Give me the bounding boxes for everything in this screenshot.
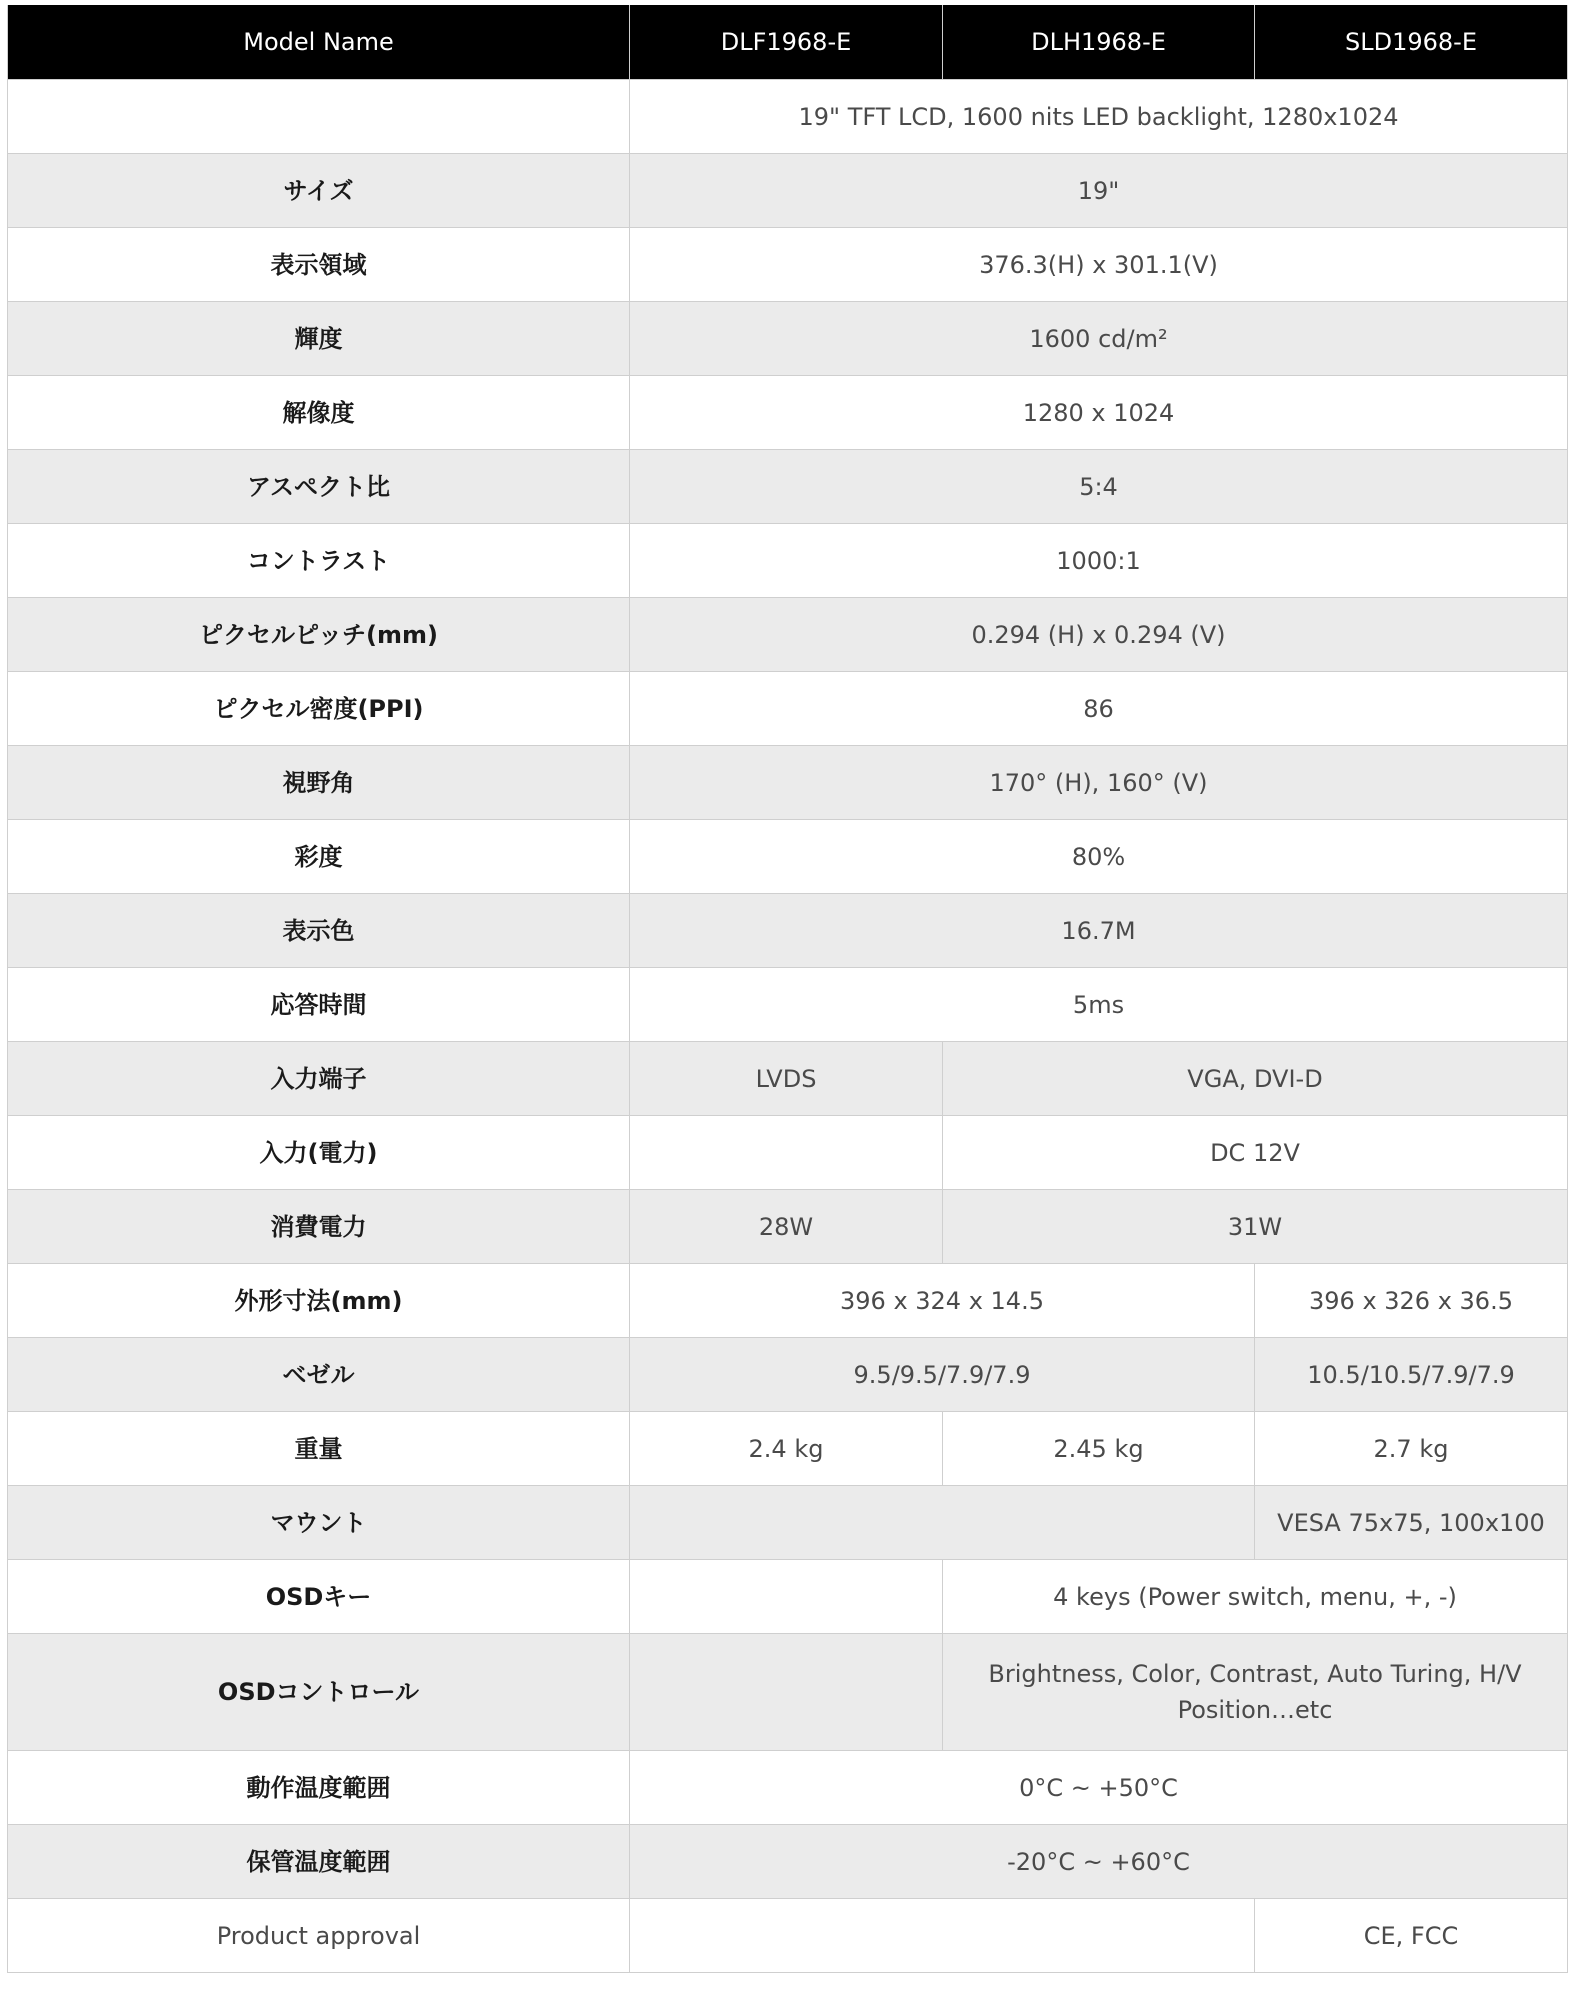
ppi-value: 86 — [630, 672, 1568, 746]
pixel-pitch-label: ピクセルピッチ(mm) — [8, 598, 630, 672]
operating-temp-value: 0°C ~ +50°C — [630, 1751, 1568, 1825]
resolution-value: 1280 x 1024 — [630, 376, 1568, 450]
dimensions-row — [8, 1264, 1568, 1338]
dimensions-label: 外形寸法(mm) — [8, 1264, 630, 1338]
display-colors-value: 16.7M — [630, 894, 1568, 968]
size-value: 19" — [630, 154, 1568, 228]
product-approval-dl-value — [630, 1899, 1255, 1973]
input-port-label: 入力端子 — [8, 1042, 630, 1116]
mount-row — [8, 1486, 1568, 1560]
power-input-label: 入力(電力) — [8, 1116, 630, 1190]
power-consumption-others-value: 31W — [943, 1190, 1568, 1264]
size-label: サイズ — [8, 154, 630, 228]
mount-dl-value — [630, 1486, 1255, 1560]
bezel-dl-value: 9.5/9.5/7.9/7.9 — [630, 1338, 1255, 1412]
osd-control-label: OSDコントロール — [8, 1634, 630, 1751]
spec-table — [7, 5, 1568, 1973]
input-port-row — [8, 1042, 1568, 1116]
power-input-row — [8, 1116, 1568, 1190]
saturation-row — [8, 820, 1568, 894]
bezel-label: ベゼル — [8, 1338, 630, 1412]
pixel-pitch-value: 0.294 (H) x 0.294 (V) — [630, 598, 1568, 672]
contrast-row — [8, 524, 1568, 598]
model-dlf1968e-header: DLF1968-E — [630, 5, 943, 80]
osd-control-row — [8, 1634, 1568, 1751]
weight-dlh-value: 2.45 kg — [943, 1412, 1255, 1486]
osd-key-label: OSDキー — [8, 1560, 630, 1634]
input-port-others-value: VGA, DVI-D — [943, 1042, 1568, 1116]
power-consumption-row — [8, 1190, 1568, 1264]
contrast-value: 1000:1 — [630, 524, 1568, 598]
operating-temp-row — [8, 1751, 1568, 1825]
brightness-value: 1600 cd/m² — [630, 302, 1568, 376]
response-time-value: 5ms — [630, 968, 1568, 1042]
power-input-dlf-value — [630, 1116, 943, 1190]
viewing-angle-value: 170° (H), 160° (V) — [630, 746, 1568, 820]
display-area-row — [8, 228, 1568, 302]
spec-table-container — [7, 5, 1567, 1973]
size-row — [8, 154, 1568, 228]
display-colors-label: 表示色 — [8, 894, 630, 968]
mount-label: マウント — [8, 1486, 630, 1560]
weight-row — [8, 1412, 1568, 1486]
storage-temp-label: 保管温度範囲 — [8, 1825, 630, 1899]
resolution-label: 解像度 — [8, 376, 630, 450]
product-approval-label: Product approval — [8, 1899, 630, 1973]
brightness-label: 輝度 — [8, 302, 630, 376]
osd-control-others-value: Brightness, Color, Contrast, Auto Turing, H/V Position…etc — [943, 1634, 1568, 1751]
model-name-header: Model Name — [8, 5, 630, 80]
osd-control-dlf-value — [630, 1634, 943, 1751]
ppi-row — [8, 672, 1568, 746]
brightness-row — [8, 302, 1568, 376]
summary-value: 19" TFT LCD, 1600 nits LED backlight, 1280x1024 — [630, 80, 1568, 154]
viewing-angle-row — [8, 746, 1568, 820]
aspect-ratio-row — [8, 450, 1568, 524]
aspect-ratio-value: 5:4 — [630, 450, 1568, 524]
bezel-row — [8, 1338, 1568, 1412]
weight-label: 重量 — [8, 1412, 630, 1486]
storage-temp-value: -20°C ~ +60°C — [630, 1825, 1568, 1899]
osd-key-dlf-value — [630, 1560, 943, 1634]
pixel-pitch-row — [8, 598, 1568, 672]
resolution-row — [8, 376, 1568, 450]
osd-key-others-value: 4 keys (Power switch, menu, +, -) — [943, 1560, 1568, 1634]
dimensions-dl-value: 396 x 324 x 14.5 — [630, 1264, 1255, 1338]
storage-temp-row — [8, 1825, 1568, 1899]
summary-row — [8, 80, 1568, 154]
ppi-label: ピクセル密度(PPI) — [8, 672, 630, 746]
power-input-others-value: DC 12V — [943, 1116, 1568, 1190]
mount-sld-value: VESA 75x75, 100x100 — [1255, 1486, 1568, 1560]
bezel-sld-value: 10.5/10.5/7.9/7.9 — [1255, 1338, 1568, 1412]
summary-label — [8, 80, 630, 154]
response-time-row — [8, 968, 1568, 1042]
aspect-ratio-label: アスペクト比 — [8, 450, 630, 524]
product-approval-sld-value: CE, FCC — [1255, 1899, 1568, 1973]
dimensions-sld-value: 396 x 326 x 36.5 — [1255, 1264, 1568, 1338]
model-dlh1968e-header: DLH1968-E — [943, 5, 1255, 80]
power-consumption-dlf-value: 28W — [630, 1190, 943, 1264]
viewing-angle-label: 視野角 — [8, 746, 630, 820]
weight-dlf-value: 2.4 kg — [630, 1412, 943, 1486]
power-consumption-label: 消費電力 — [8, 1190, 630, 1264]
input-port-dlf-value: LVDS — [630, 1042, 943, 1116]
display-area-value: 376.3(H) x 301.1(V) — [630, 228, 1568, 302]
weight-sld-value: 2.7 kg — [1255, 1412, 1568, 1486]
operating-temp-label: 動作温度範囲 — [8, 1751, 630, 1825]
response-time-label: 応答時間 — [8, 968, 630, 1042]
model-sld1968e-header: SLD1968-E — [1255, 5, 1568, 80]
display-area-label: 表示領域 — [8, 228, 630, 302]
saturation-value: 80% — [630, 820, 1568, 894]
contrast-label: コントラスト — [8, 524, 630, 598]
display-colors-row — [8, 894, 1568, 968]
header-row — [8, 5, 1568, 80]
saturation-label: 彩度 — [8, 820, 630, 894]
osd-key-row — [8, 1560, 1568, 1634]
product-approval-row — [8, 1899, 1568, 1973]
